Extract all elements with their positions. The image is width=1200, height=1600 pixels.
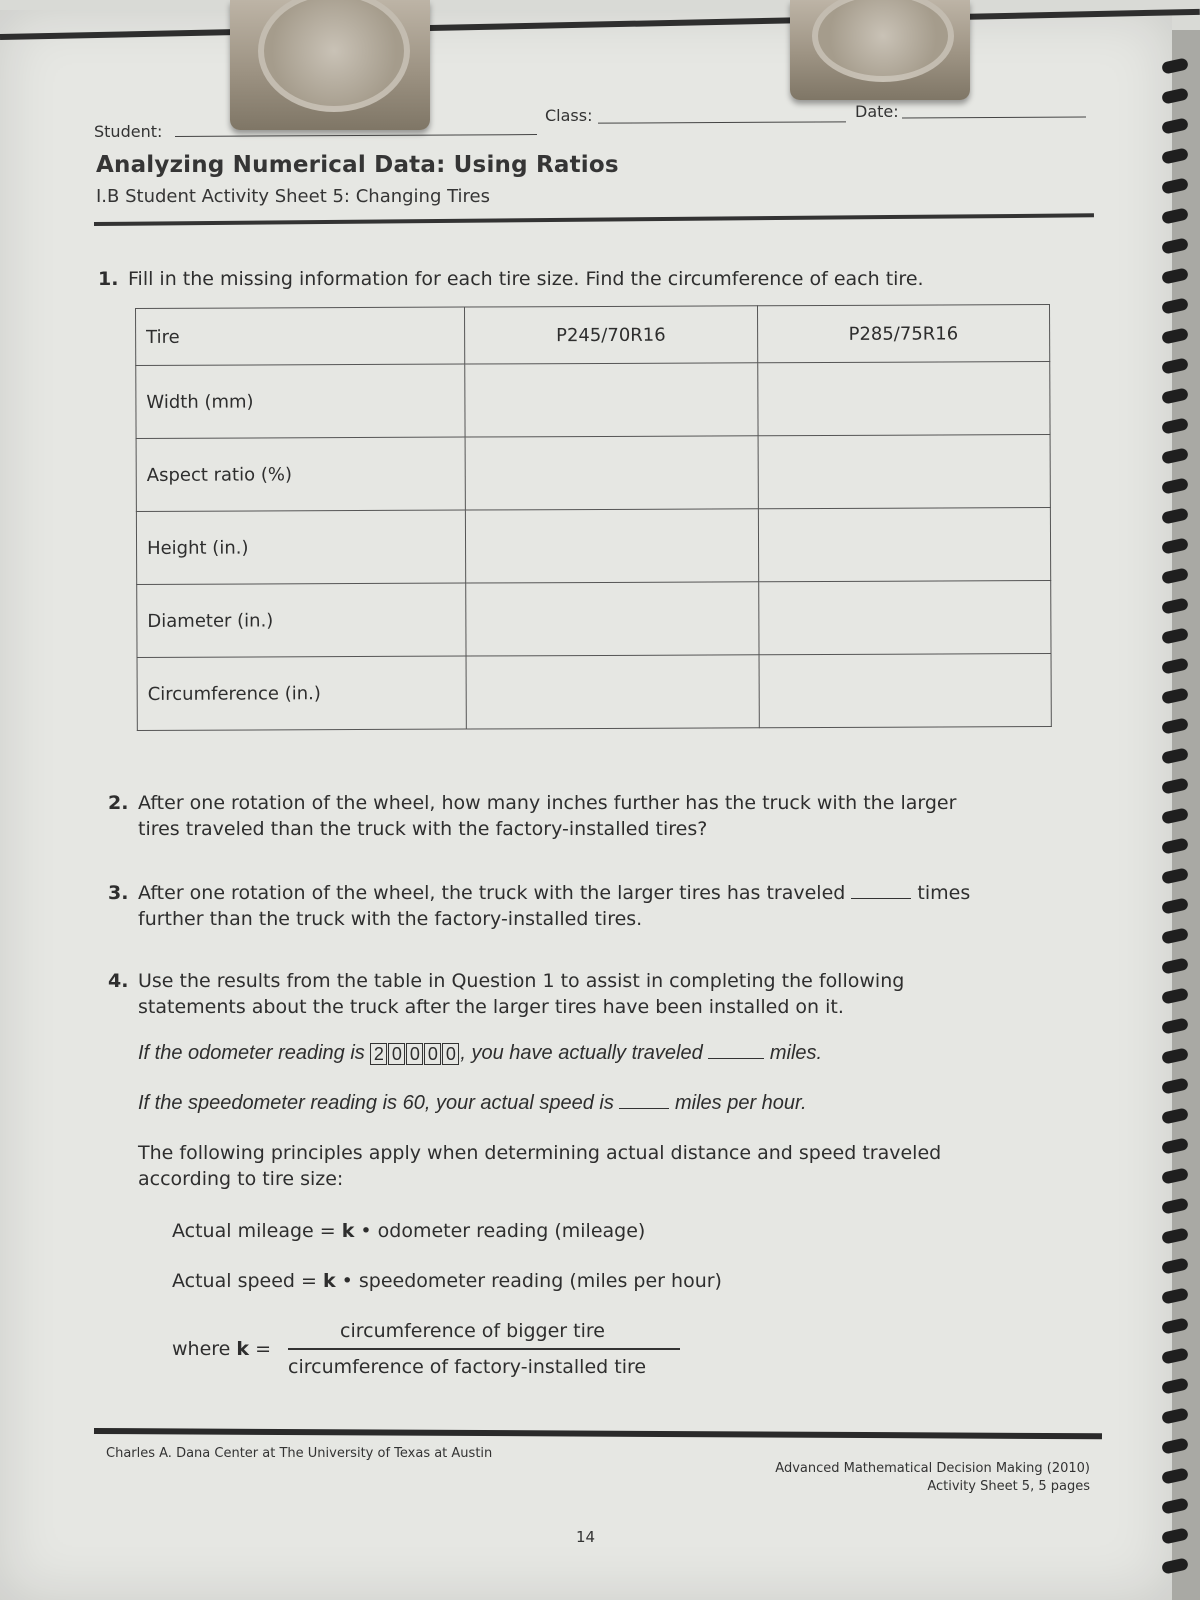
where-text: where: [172, 1338, 231, 1360]
formula-1-lhs: Actual mileage =: [172, 1220, 336, 1242]
odometer-digit: 2: [370, 1043, 387, 1065]
table-row: [136, 362, 1050, 439]
odometer-display: [370, 1042, 460, 1064]
question-3: [108, 880, 970, 932]
fraction-denominator: circumference of factory-installed tire: [288, 1356, 647, 1378]
odometer-digit: 0: [424, 1043, 441, 1065]
table-header-tire-b: P285/75R16: [757, 305, 1050, 363]
table-header-row: [136, 305, 1050, 366]
cell-circumference-tire-a[interactable]: [466, 655, 759, 729]
formula-2-lhs: Actual speed =: [172, 1270, 317, 1292]
cell-circumference-tire-b[interactable]: [759, 654, 1052, 728]
footer-course-line-2: Activity Sheet 5, 5 pages: [927, 1479, 1090, 1494]
table-header-tire-a: P245/70R16: [464, 306, 757, 364]
principles-line-2: according to tire size:: [138, 1168, 344, 1190]
student-label: Student:: [94, 122, 163, 141]
principles-paragraph: [138, 1140, 941, 1192]
question-4-line-1: Use the results from the table in Question 1 to assist in completing the following: [138, 970, 905, 992]
fraction-numerator: circumference of bigger tire: [340, 1320, 605, 1342]
class-label: Class:: [545, 106, 593, 125]
page-subtitle: I.B Student Activity Sheet 5: Changing Tires: [96, 186, 491, 207]
table-header-tire: Tire: [136, 307, 465, 365]
row-label-height: Height (in.): [136, 510, 465, 584]
footer-publisher: Charles A. Dana Center at The University of Texas at Austin: [106, 1446, 493, 1461]
footer-course-line-1: Advanced Mathematical Decision Making (2010): [775, 1461, 1090, 1476]
question-3-line-1: After one rotation of the wheel, the truck with the larger tires has traveled: [138, 882, 846, 904]
formula-2-rhs: • speedometer reading (miles per hour): [341, 1270, 722, 1292]
k-definition: [172, 1336, 271, 1362]
row-label-aspect-ratio: Aspect ratio (%): [136, 437, 465, 511]
cell-aspect-tire-a[interactable]: [465, 436, 758, 510]
question-1-number: 1.: [98, 268, 119, 290]
fraction-bar: [288, 1348, 680, 1350]
formula-speed: [172, 1268, 722, 1294]
table-row: [136, 508, 1050, 585]
speed-text-b: miles per hour.: [674, 1092, 807, 1114]
odometer-text-b: , you have actually traveled: [460, 1042, 703, 1064]
binder-clip-left: [230, 0, 430, 130]
question-3-number: 3.: [108, 882, 129, 904]
where-equals: =: [255, 1338, 272, 1360]
formula-1-rhs: • odometer reading (mileage): [360, 1220, 646, 1242]
row-label-width: Width (mm): [136, 364, 465, 438]
speed-answer-blank[interactable]: [619, 1090, 669, 1109]
miles-answer-blank[interactable]: [708, 1040, 764, 1059]
row-label-diameter: Diameter (in.): [137, 583, 466, 657]
formula-2-k: k: [322, 1270, 336, 1292]
question-4-number: 4.: [108, 970, 129, 992]
question-2-line-2: tires traveled than the truck with the factory-installed tires?: [138, 818, 708, 840]
times-answer-blank[interactable]: [851, 880, 911, 899]
cell-diameter-tire-b[interactable]: [758, 581, 1051, 655]
table-row: [137, 654, 1051, 731]
odometer-digit: 0: [406, 1043, 423, 1065]
speedometer-statement: [138, 1090, 807, 1116]
footer-course-info: [690, 1460, 1090, 1496]
question-2: [108, 790, 956, 842]
binder-clip-right: [790, 0, 970, 100]
question-1-text: Fill in the missing information for each tire size. Find the circumference of each tire.: [128, 268, 924, 290]
question-2-line-1: After one rotation of the wheel, how many inches further has the truck with the larger: [138, 792, 957, 814]
where-k: k: [236, 1338, 250, 1360]
odometer-digit: 0: [442, 1043, 459, 1065]
question-4-line-2: statements about the truck after the larger tires have been installed on it.: [138, 996, 844, 1018]
row-label-circumference: Circumference (in.): [137, 656, 466, 730]
date-label: Date:: [855, 102, 899, 121]
question-3-times: times: [917, 882, 971, 904]
cell-width-tire-b[interactable]: [757, 362, 1050, 436]
odometer-digit: 0: [388, 1043, 405, 1065]
speed-text-a: If the speedometer reading is 60, your actual speed is: [138, 1092, 614, 1114]
page-title: Analyzing Numerical Data: Using Ratios: [96, 152, 619, 178]
odometer-text-c: miles.: [769, 1042, 823, 1064]
formula-1-k: k: [341, 1220, 355, 1242]
table-row: [136, 435, 1050, 512]
question-3-line-2: further than the truck with the factory-installed tires.: [138, 908, 643, 930]
question-1: [98, 266, 924, 292]
cell-height-tire-a[interactable]: [465, 509, 758, 583]
principles-line-1: The following principles apply when determining actual distance and speed traveled: [138, 1142, 942, 1164]
table-row: [137, 581, 1051, 658]
question-2-number: 2.: [108, 792, 129, 814]
cell-diameter-tire-a[interactable]: [466, 582, 759, 656]
tire-table: [135, 304, 1052, 731]
cell-aspect-tire-b[interactable]: [758, 435, 1051, 509]
formula-mileage: [172, 1218, 645, 1244]
page-number: 14: [576, 1528, 596, 1546]
cell-height-tire-b[interactable]: [758, 508, 1051, 582]
question-4: [108, 968, 904, 1020]
odometer-text-a: If the odometer reading is: [138, 1042, 365, 1064]
cell-width-tire-a[interactable]: [465, 363, 758, 437]
odometer-statement: [138, 1040, 822, 1066]
